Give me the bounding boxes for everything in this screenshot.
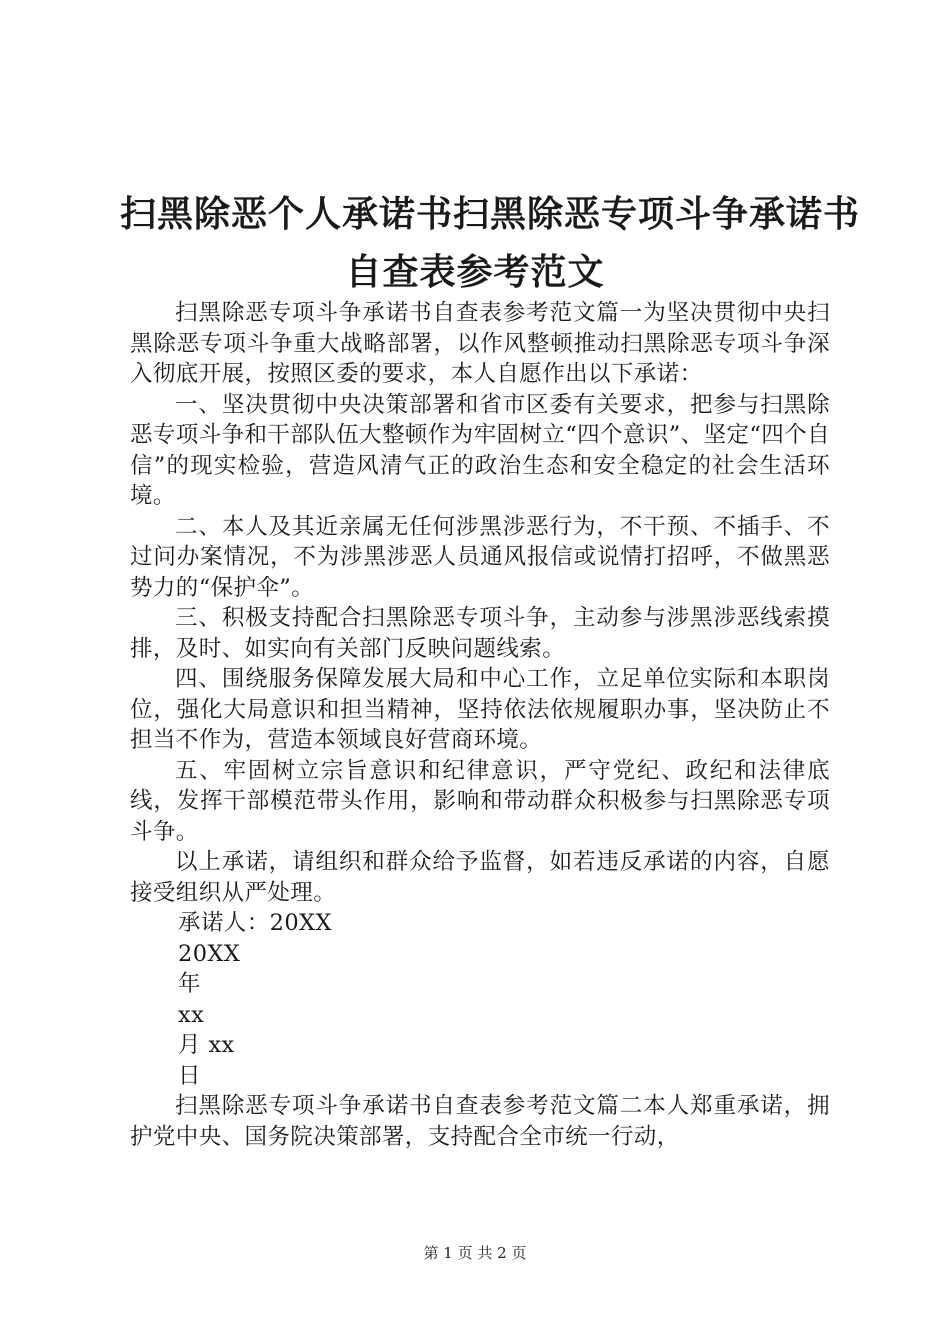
signature-year-label: 年 (178, 971, 201, 997)
signature-month-day: 月 xx (178, 1032, 235, 1058)
document-title-line2: 自查表参考范文 (345, 252, 605, 293)
page-footer: 第 1 页 共 2 页 (423, 1244, 527, 1262)
signature-year-value: 20XX (178, 940, 241, 967)
signature-month-value: xx (178, 1001, 205, 1028)
paragraph-item-5: 五、牢固树立宗旨意识和纪律意识，严守党纪、政纪和法律底线，发挥干部模范带头作用，影响和带动群众积极参与扫黑除恶专项斗争。 (130, 757, 830, 845)
document-body (130, 298, 830, 1152)
signature-committer: 承诺人：20XX (178, 910, 332, 936)
paragraph-item-1: 一、坚决贯彻中央决策部署和省市区委有关要求，把参与扫黑除恶专项斗争和干部队伍大整顿作为牢固树立“四个意识”、坚定“四个自信”的现实检验，营造风清气正的政治生态和安全稳定的社会生活环境。 (130, 391, 830, 509)
signature-day-label: 日 (178, 1062, 201, 1089)
paragraph-item-2: 二、本人及其近亲属无任何涉黑涉恶行为，不干预、不插手、不过问办案情况，不为涉黑涉恶人员通风报信或说情打招呼，不做黑恶势力的“保护伞”。 (130, 513, 830, 601)
paragraph-intro: 扫黑除恶专项斗争承诺书自查表参考范文篇一为坚决贯彻中央扫黑除恶专项斗争重大战略部署，以作风整顿推动扫黑除恶专项斗争深入彻底开展，按照区委的要求，本人自愿作出以下承诺： (130, 300, 830, 387)
paragraph-item-4: 四、围绕服务保障发展大局和中心工作，立足单位实际和本职岗位，强化大局意识和担当精神，坚持依法依规履职办事，坚决防止不担当不作为，营造本领域良好营商环境。 (130, 666, 830, 753)
paragraph-item-3: 三、积极支持配合扫黑除恶专项斗争，主动参与涉黑涉恶线索摸排，及时、如实向有关部门反映问题线索。 (130, 605, 830, 662)
document-title-line1: 扫黑除恶个人承诺书扫黑除恶专项斗争承诺书 (120, 194, 861, 235)
signature-block (130, 908, 830, 1091)
paragraph-part-two: 扫黑除恶专项斗争承诺书自查表参考范文篇二本人郑重承诺，拥护党中央、国务院决策部署，支持配合全市统一行动， (130, 1093, 830, 1150)
paragraph-closing: 以上承诺，请组织和群众给予监督，如若违反承诺的内容，自愿接受组织从严处理。 (130, 849, 830, 906)
